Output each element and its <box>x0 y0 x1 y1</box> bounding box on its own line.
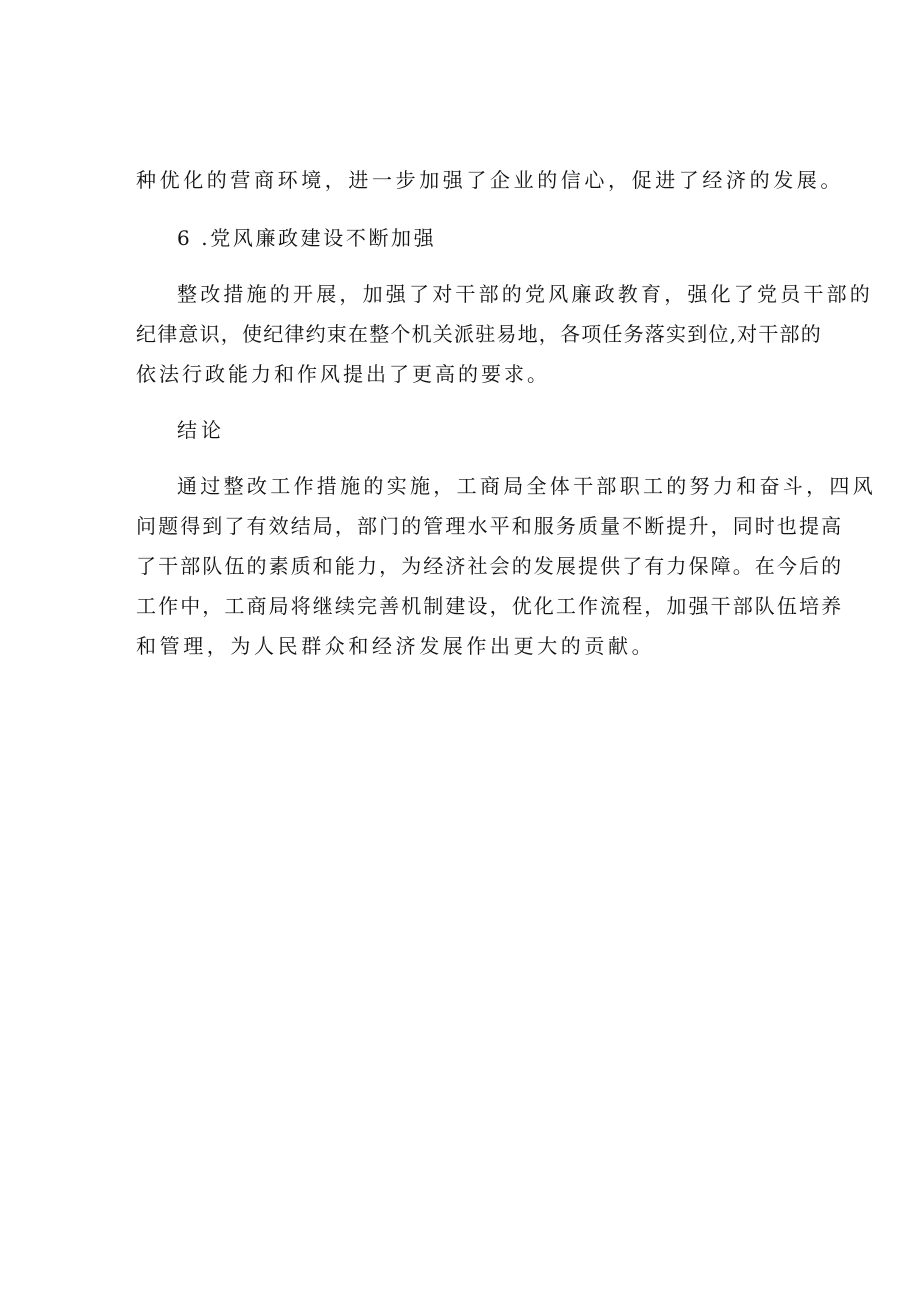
paragraph-line: 整改措施的开展，加强了对干部的党风廉政教育，强化了党员干部的 <box>177 282 873 306</box>
paragraph-line: 纪律意识，使纪律约束在整个机关派驻易地，各项任务落实到位,对干部的 <box>136 322 822 346</box>
paragraph-line: 依法行政能力和作风提出了更高的要求。 <box>136 362 550 386</box>
paragraph-line: 种优化的营商环境，进一步加强了企业的信心，促进了经济的发展。 <box>136 168 844 192</box>
paragraph-line: 工作中，工商局将继续完善机制建设，优化工作流程，加强干部队伍培养 <box>136 594 844 618</box>
paragraph-line: 了干部队伍的素质和能力，为经济社会的发展提供了有力保障。在今后的 <box>136 554 844 578</box>
conclusion-heading: 结论 <box>177 418 225 442</box>
paragraph-line: 问题得到了有效结局，部门的管理水平和服务质量不断提升，同时也提高 <box>136 514 844 538</box>
section-heading: 6 .党风廉政建设不断加强 <box>177 226 437 250</box>
paragraph-line: 通过整改工作措施的实施，工商局全体干部职工的努力和奋斗，四风 <box>177 474 876 498</box>
paragraph-line: 和管理，为人民群众和经济发展作出更大的贡献。 <box>136 634 656 658</box>
